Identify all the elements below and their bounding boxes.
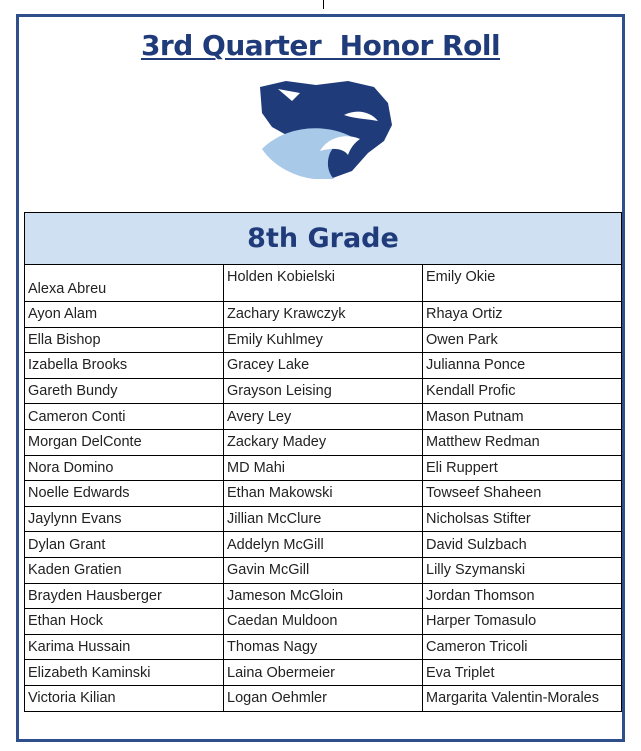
table-row	[25, 265, 622, 302]
student-name-cell: Kaden Gratien	[25, 557, 224, 583]
table-row	[25, 506, 622, 532]
student-name-cell: Logan Oehmler	[224, 685, 423, 711]
student-name-cell: Thomas Nagy	[224, 634, 423, 660]
student-name-cell: Zachary Krawczyk	[224, 302, 423, 328]
student-name-cell: Jameson McGloin	[224, 583, 423, 609]
text-cursor-mark	[323, 0, 324, 9]
student-name-cell: Morgan DelConte	[25, 429, 224, 455]
student-name-cell: Victoria Kilian	[25, 685, 224, 711]
grade-header: 8th Grade	[25, 213, 622, 265]
student-name-cell: Towseef Shaheen	[423, 481, 622, 507]
page-title: 3rd Quarter Honor Roll	[140, 29, 501, 62]
table-row	[25, 532, 622, 558]
student-name-cell: Elizabeth Kaminski	[25, 660, 224, 686]
student-name-cell: Ethan Makowski	[224, 481, 423, 507]
student-name-cell: Laina Obermeier	[224, 660, 423, 686]
student-name-cell: Zackary Madey	[224, 429, 423, 455]
table-row	[25, 660, 622, 686]
table-row	[25, 609, 622, 635]
student-name-cell: Ayon Alam	[25, 302, 224, 328]
student-name-cell: Ethan Hock	[25, 609, 224, 635]
student-name-cell: Cameron Tricoli	[423, 634, 622, 660]
student-name-cell: Dylan Grant	[25, 532, 224, 558]
student-name-cell: Addelyn McGill	[224, 532, 423, 558]
student-name-cell: Jordan Thomson	[423, 583, 622, 609]
student-name-cell: Kendall Profic	[423, 378, 622, 404]
student-name-cell: Margarita Valentin-Morales	[423, 685, 622, 711]
student-name-cell: Harper Tomasulo	[423, 609, 622, 635]
student-name-cell: Eva Triplet	[423, 660, 622, 686]
student-name-cell: Caedan Muldoon	[224, 609, 423, 635]
honor-roll-table	[24, 212, 622, 712]
student-name-cell: Noelle Edwards	[25, 481, 224, 507]
table-row	[25, 404, 622, 430]
student-name-cell: Jaylynn Evans	[25, 506, 224, 532]
table-row	[25, 481, 622, 507]
table-row	[25, 353, 622, 379]
table-row	[25, 429, 622, 455]
student-name-cell: Gareth Bundy	[25, 378, 224, 404]
student-name-cell: Gavin McGill	[224, 557, 423, 583]
student-name-cell: Gracey Lake	[224, 353, 423, 379]
student-name-cell: Emily Okie	[423, 265, 622, 302]
table-row	[25, 378, 622, 404]
grade-header-row	[25, 213, 622, 265]
student-name-cell: Jillian McClure	[224, 506, 423, 532]
student-name-cell: Mason Putnam	[423, 404, 622, 430]
student-name-cell: Nora Domino	[25, 455, 224, 481]
student-name-cell: Karima Hussain	[25, 634, 224, 660]
student-name-cell: Holden Kobielski	[224, 265, 423, 302]
student-name-cell: MD Mahi	[224, 455, 423, 481]
student-name-cell: David Sulzbach	[423, 532, 622, 558]
table-row	[25, 583, 622, 609]
table-row	[25, 302, 622, 328]
student-name-cell: Lilly Szymanski	[423, 557, 622, 583]
table-row	[25, 327, 622, 353]
table-row	[25, 557, 622, 583]
student-name-cell: Brayden Hausberger	[25, 583, 224, 609]
document-page	[16, 14, 625, 742]
student-name-cell: Julianna Ponce	[423, 353, 622, 379]
student-name-cell: Ella Bishop	[25, 327, 224, 353]
student-name-cell: Cameron Conti	[25, 404, 224, 430]
wildcat-logo-icon	[256, 79, 394, 179]
student-name-cell: Avery Ley	[224, 404, 423, 430]
student-name-cell: Matthew Redman	[423, 429, 622, 455]
student-name-cell: Alexa Abreu	[25, 265, 224, 302]
student-name-cell: Nicholsas Stifter	[423, 506, 622, 532]
student-name-cell: Izabella Brooks	[25, 353, 224, 379]
table-row	[25, 455, 622, 481]
student-name-cell: Eli Ruppert	[423, 455, 622, 481]
student-name-cell: Rhaya Ortiz	[423, 302, 622, 328]
table-row	[25, 634, 622, 660]
student-name-cell: Grayson Leising	[224, 378, 423, 404]
student-name-cell: Owen Park	[423, 327, 622, 353]
student-name-cell: Emily Kuhlmey	[224, 327, 423, 353]
table-row	[25, 685, 622, 711]
